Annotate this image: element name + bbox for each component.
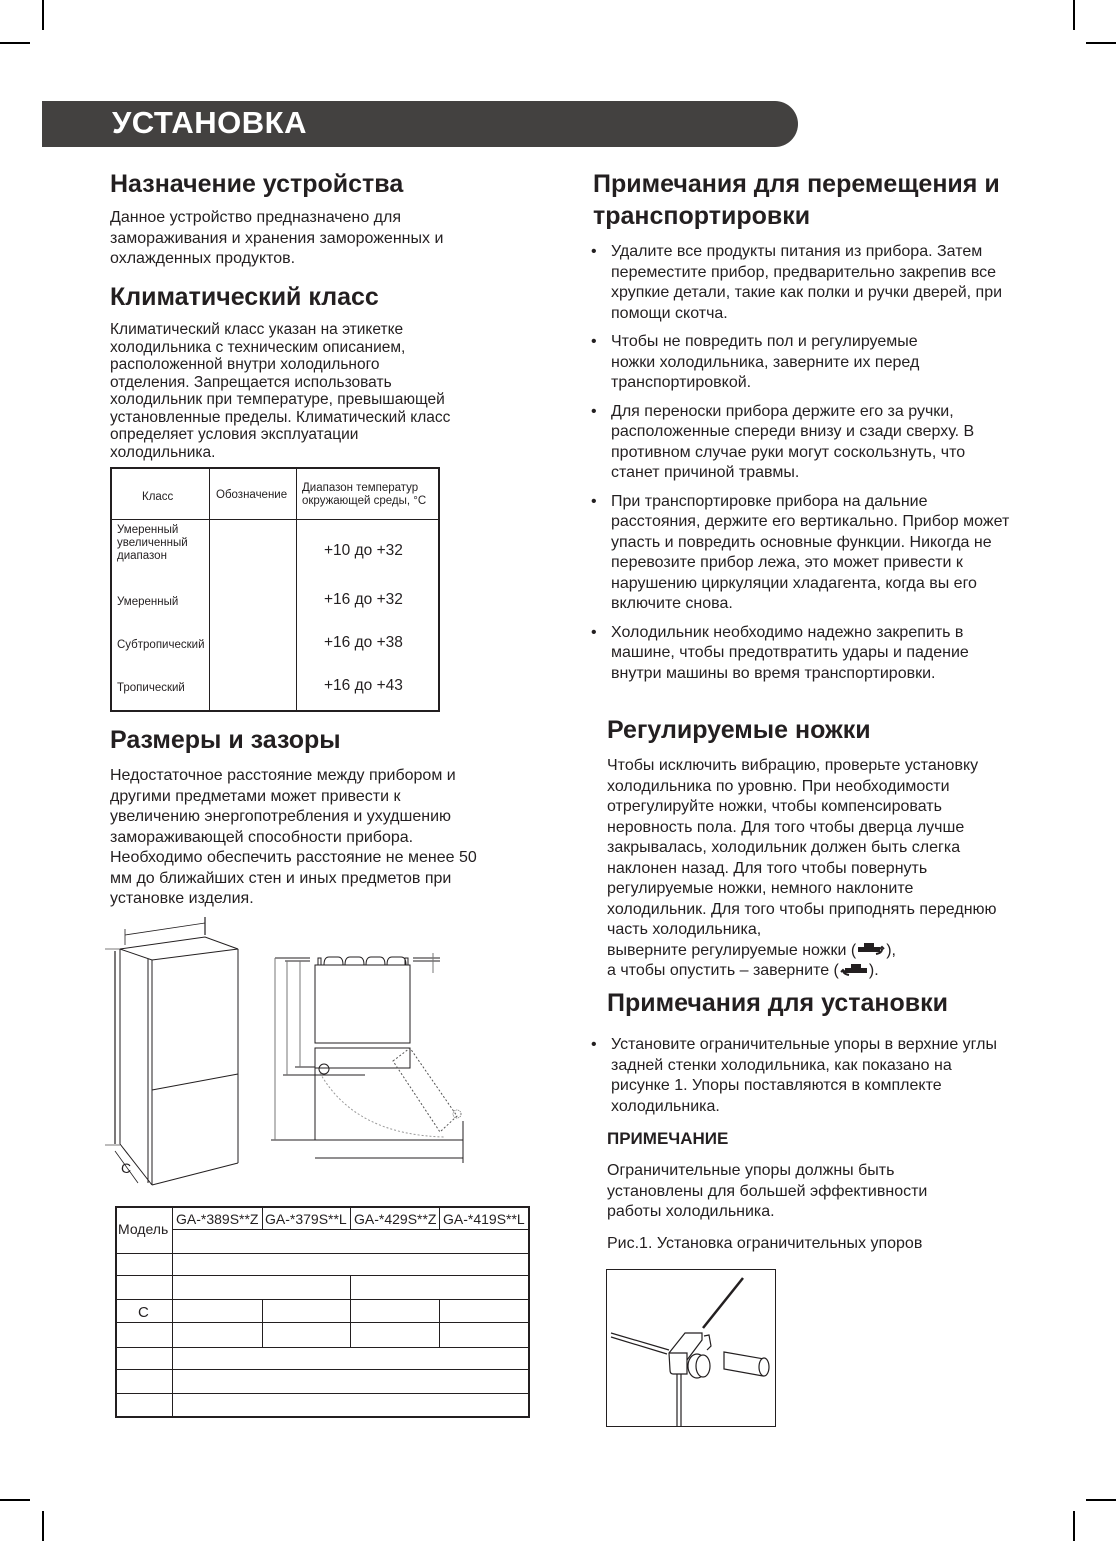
legs-heading: Регулируемые ножки	[607, 716, 871, 744]
section-header-bar	[42, 101, 798, 147]
transport-section	[593, 168, 1023, 692]
crop-mark	[1086, 1499, 1116, 1501]
crop-mark	[0, 1499, 30, 1501]
model-header-label: Модель	[118, 1221, 169, 1237]
model-name: GA-*389S**Z	[176, 1211, 259, 1227]
legs-text-raise-end: ),	[886, 941, 896, 959]
row-label-c: C	[138, 1304, 149, 1321]
diagram-label-c: C	[121, 1160, 132, 1176]
climate-text: Климатический класс указан на этикетке холодильника с техническим описанием, расположенной внутри холодильного отделения. Запрещается использовать холодильник при температуре, превышающей установленные пределы. Климатический класс определяет условия эксплуатации холодильника.	[110, 321, 451, 461]
table-divider	[117, 1253, 528, 1254]
table-divider	[439, 1208, 440, 1229]
figure-stopper-installation	[606, 1269, 776, 1427]
table-divider	[262, 1208, 263, 1229]
table-divider	[117, 1347, 528, 1348]
dimensions-heading: Размеры и зазоры	[110, 726, 341, 754]
table-header-range: Диапазон температур окружающей среды, °C	[302, 482, 427, 507]
list-item: • Для переноски прибора держите его за ручки, расположенные спереди внизу и сзади сверху. В противном случае руки могут соскользнуть, что станет причиной травмы.	[593, 402, 1011, 484]
dimensions-text: Недостаточное расстояние между прибором и другими предметами может привести к увеличению энергопотребления и ухудшению замораживающей способности прибора. Необходимо обеспечить расстояние не менее 50 мм до ближайших стен и иных предметов при установке изделия.	[110, 767, 477, 907]
climate-class-table	[110, 467, 440, 712]
table-divider	[117, 1299, 528, 1300]
transport-heading: Примечания для перемещения и транспортировки	[593, 170, 1000, 230]
list-item: • Холодильник необходимо надежно закрепить в машине, чтобы предотвратить удары и падение внутри машины во время транспортировки.	[593, 623, 991, 685]
fridge-top-view	[271, 953, 463, 1163]
dimensions-diagram	[95, 915, 475, 1195]
legs-text	[607, 756, 1002, 982]
list-item: • Установите ограничительные упоры в верхние углы задней стенки холодильника, как показано на рисунке 1. Упоры поставляются в комплекте холодильника.	[593, 1035, 1001, 1117]
climate-section	[110, 281, 490, 461]
table-cell-class: Субтропический	[117, 639, 205, 651]
dimensions-section	[110, 724, 490, 910]
table-divider	[262, 1299, 263, 1347]
crop-mark	[0, 42, 30, 44]
table-divider	[296, 469, 297, 710]
table-cell-class: Тропический	[117, 682, 185, 694]
table-divider	[117, 1322, 528, 1323]
screw-in-foot-icon	[839, 963, 869, 979]
table-divider	[209, 469, 210, 710]
note-title: ПРИМЕЧАНИЕ	[607, 1129, 729, 1148]
table-divider	[439, 1299, 440, 1347]
model-name: GA-*429S**Z	[354, 1211, 437, 1227]
table-divider	[117, 1275, 528, 1276]
table-divider	[112, 519, 438, 520]
table-cell-range: +16 до +43	[324, 677, 403, 694]
model-dimensions-table	[115, 1206, 530, 1418]
table-cell-range: +16 до +32	[324, 591, 403, 608]
transport-list	[593, 242, 1023, 684]
purpose-heading: Назначение устройства	[110, 170, 404, 198]
table-cell-class: Умеренный	[117, 596, 179, 608]
crop-mark	[42, 1511, 44, 1541]
unscrew-foot-icon	[856, 942, 886, 958]
list-item: • Чтобы не повредить пол и регулируемые ножки холодильника, заверните их перед транспортировкой.	[593, 332, 951, 394]
crop-mark	[1073, 0, 1075, 30]
crop-mark	[1086, 42, 1116, 44]
table-divider	[117, 1369, 528, 1370]
legs-text-raise: выверните регулируемые ножки (	[607, 941, 857, 959]
table-cell-range: +16 до +38	[324, 634, 403, 651]
list-item: • Удалите все продукты питания из прибора. Затем переместите прибор, предварительно закрепив все хрупкие детали, такие как полки и ручки дверей, при помощи скотча.	[593, 242, 1011, 324]
list-item: • При транспортировке прибора на дальние расстояния, держите его вертикально. Прибор может упасть и повредить основные функции. Никогда не перевозите прибор лежа, это может привести к нарушению циркуляции хладагента, когда вы его включите снова.	[593, 492, 1011, 615]
table-divider	[117, 1393, 528, 1394]
table-divider	[350, 1208, 351, 1229]
climate-heading: Климатический класс	[110, 283, 379, 311]
install-list	[593, 1035, 1013, 1117]
table-divider	[172, 1208, 173, 1416]
legs-text-lower-end: ).	[868, 962, 879, 979]
crop-mark	[42, 0, 44, 30]
install-section	[593, 987, 1013, 1254]
table-cell-class: Умеренный увеличенный диапазон	[117, 524, 188, 562]
table-header-designation: Обозначение	[216, 489, 288, 501]
legs-text-main: Чтобы исключить вибрацию, проверьте установку холодильника по уровню. При необходимости отрегулируйте ножки, чтобы компенсировать неровность пола. Для того чтобы дверца лучше закрывалась, холодильник должен быть слегка наклонен назад. Для того чтобы повернуть регулируемые ножки, немного наклоните холодильник. Для того чтобы приподнять переднюю часть холодильника,	[607, 757, 997, 938]
table-divider	[172, 1229, 528, 1230]
purpose-text: Данное устройство предназначено для замораживания и хранения замороженных и охлажденных продуктов.	[110, 209, 444, 267]
model-name: GA-*419S**L	[443, 1211, 525, 1227]
table-cell-range: +10 до +32	[324, 542, 403, 559]
table-header-class: Класс	[142, 491, 174, 503]
stopper-illustration	[607, 1270, 775, 1426]
fridge-isometric	[105, 917, 238, 1185]
section-title: УСТАНОВКА	[112, 105, 307, 140]
crop-mark	[1073, 1511, 1075, 1541]
figure-caption: Рис.1. Установка ограничительных упоров	[607, 1234, 923, 1252]
legs-section	[607, 714, 1007, 982]
legs-text-lower: а чтобы опустить – заверните (	[607, 962, 839, 979]
purpose-section	[110, 168, 490, 270]
model-name: GA-*379S**L	[265, 1211, 347, 1227]
table-divider	[350, 1275, 351, 1347]
note-text: Ограничительные упоры должны быть установлены для большей эффективности работы холодильника.	[607, 1162, 928, 1220]
install-heading: Примечания для установки	[607, 989, 949, 1017]
